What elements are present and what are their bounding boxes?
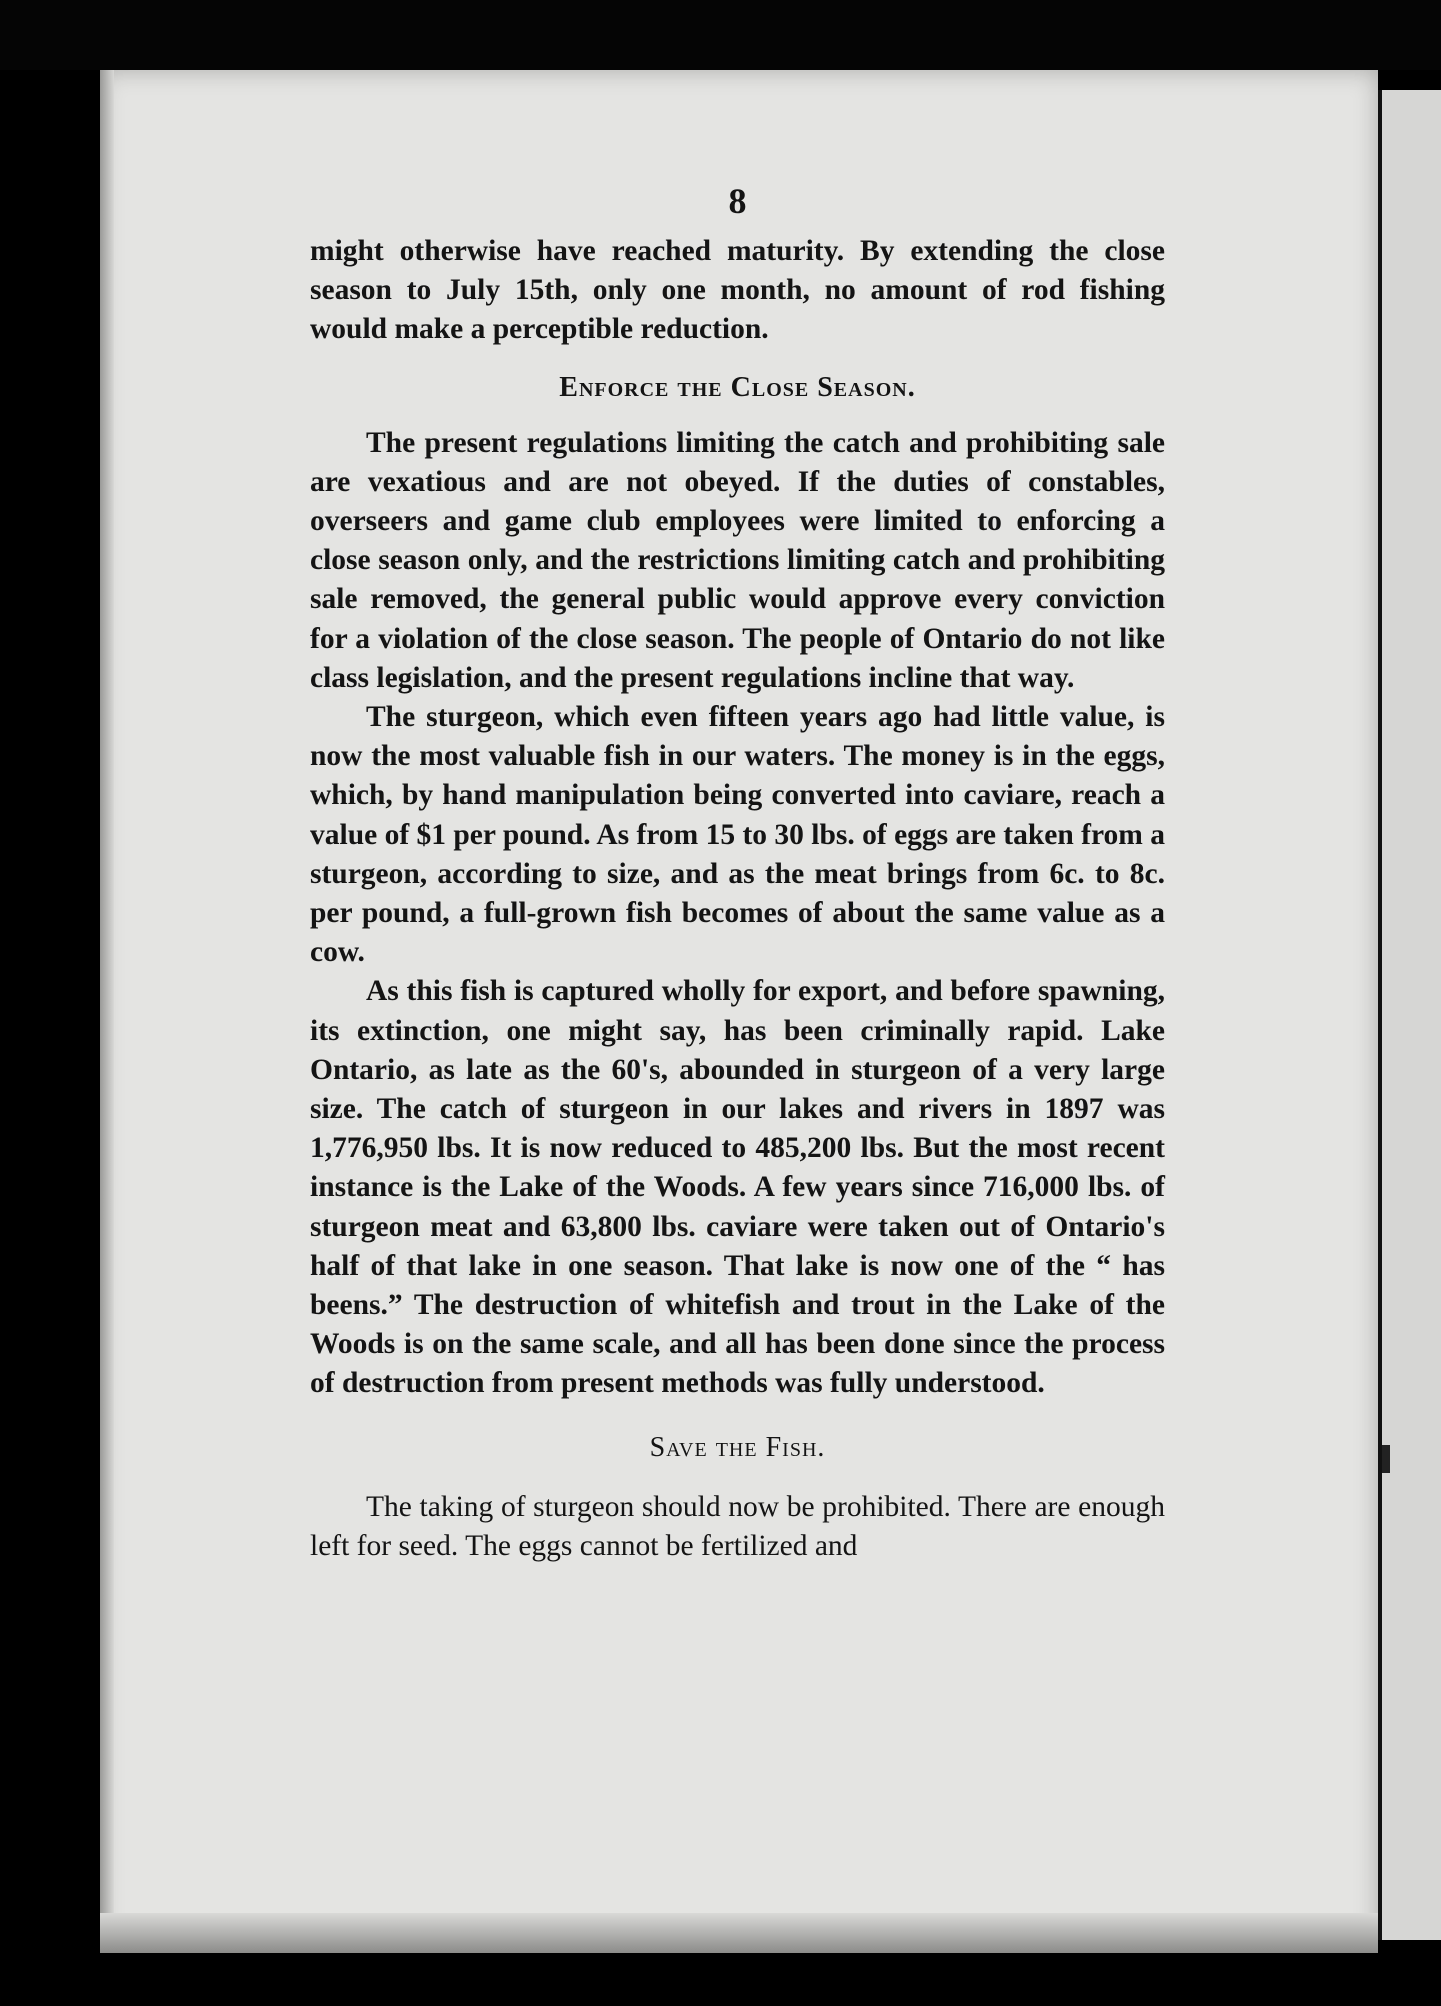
scan-background [0,0,1441,70]
section-heading-enforce-close-season: Enforce the Close Season. [559,371,916,403]
page-number: 8 [728,181,747,221]
paragraph-sturgeon-extinction: As this fish is captured wholly for export, and before spawning, its extinction, one might say, has been criminally rapid. Lake Ontario, as late as the 60's, abounded in sturgeon of a very large size. The catch of sturgeon in our lakes and rivers in 1897 was 1,776,950 lbs. It is now reduced to 485,200 lbs. But the most recent instance is the Lake of the Woods. A few years since 716,000 lbs. of sturgeon meat and 63,800 lbs. caviare were taken out of Ontario's half of that lake in one season. That lake is now one of the “ has beens.” The destruction of whitefish and trout in the Lake of the Woods is on the same scale, and all has been done since the process of destruction from present methods was fully understood. [310,975,1165,1400]
page-content [310,178,1165,1566]
page-bottom-edge [100,1913,1378,1953]
section-heading-save-the-fish: Save the Fish. [649,1431,826,1463]
paragraph-sturgeon-value: The sturgeon, which even fifteen years ago had little value, is now the most valuable fish in our waters. The money is in the eggs, which, by hand manipulation being converted into caviare, reach a value of $1 per pound. As from 15 to 30 lbs. of eggs are taken from a sturgeon, according to size, and as the meat brings from 6c. to 8c. per pound, a full-grown fish becomes of about the same value as a cow. [310,701,1165,969]
paragraph-continuation: might otherwise have reached maturity. By extending the close season to July 15th, only one month, no amount of rod fishing would make a perceptible reduction. [310,235,1165,346]
paragraph-regulations: The present regulations limiting the catch and prohibiting sale are vexatious and are not obeyed. If the duties of constables, overseers and game club employees were limited to enforcing a close season only, and the restrictions limiting catch and prohibiting sale removed, the general public would approve every conviction for a violation of the close season. The people of Ontario do not like class legislation, and the present regulations incline that way. [310,426,1165,694]
paragraph-prohibit-sturgeon: The taking of sturgeon should now be prohibited. There are enough left for seed. The eggs cannot be fertilized and [310,1490,1165,1562]
page-left-edge [100,70,114,1953]
adjacent-page-edge [1378,90,1441,1940]
edge-mark [1382,1445,1390,1473]
